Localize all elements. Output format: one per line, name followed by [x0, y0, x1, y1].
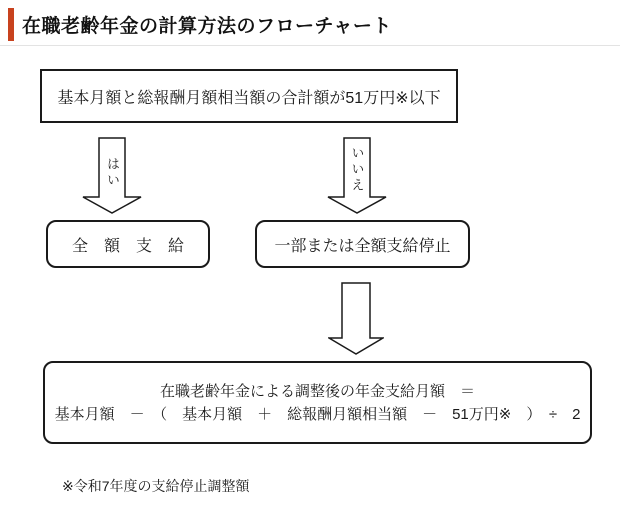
- suspension-text: 一部または全額支給停止: [274, 237, 451, 255]
- condition-text: 基本月額と総報酬月額相当額の合計額が51万円※以下: [57, 89, 441, 107]
- branch-label-no: いいえ: [349, 146, 365, 194]
- condition-box: [40, 69, 458, 123]
- full-payment-box: [46, 220, 210, 268]
- header-divider: [0, 45, 620, 46]
- suspension-box: [255, 220, 470, 268]
- branch-label-yes: はい: [105, 157, 120, 189]
- formula-line1: 在職老齢年金による調整後の年金支給月額 ＝: [159, 382, 475, 400]
- title-accent-bar: [8, 8, 14, 41]
- formula-line2: 基本月額 － （ 基本月額 ＋ 総報酬月額相当額 － 51万円※ ） ÷ 2: [54, 405, 581, 423]
- result-down-arrow-icon: [328, 282, 384, 355]
- formula-box: [43, 361, 592, 444]
- full-payment-text: 全 額 支 給: [71, 237, 184, 255]
- page-title: 在職老齢年金の計算方法のフローチャート: [22, 16, 392, 37]
- footnote: ※令和7年度の支給停止調整額: [62, 478, 250, 494]
